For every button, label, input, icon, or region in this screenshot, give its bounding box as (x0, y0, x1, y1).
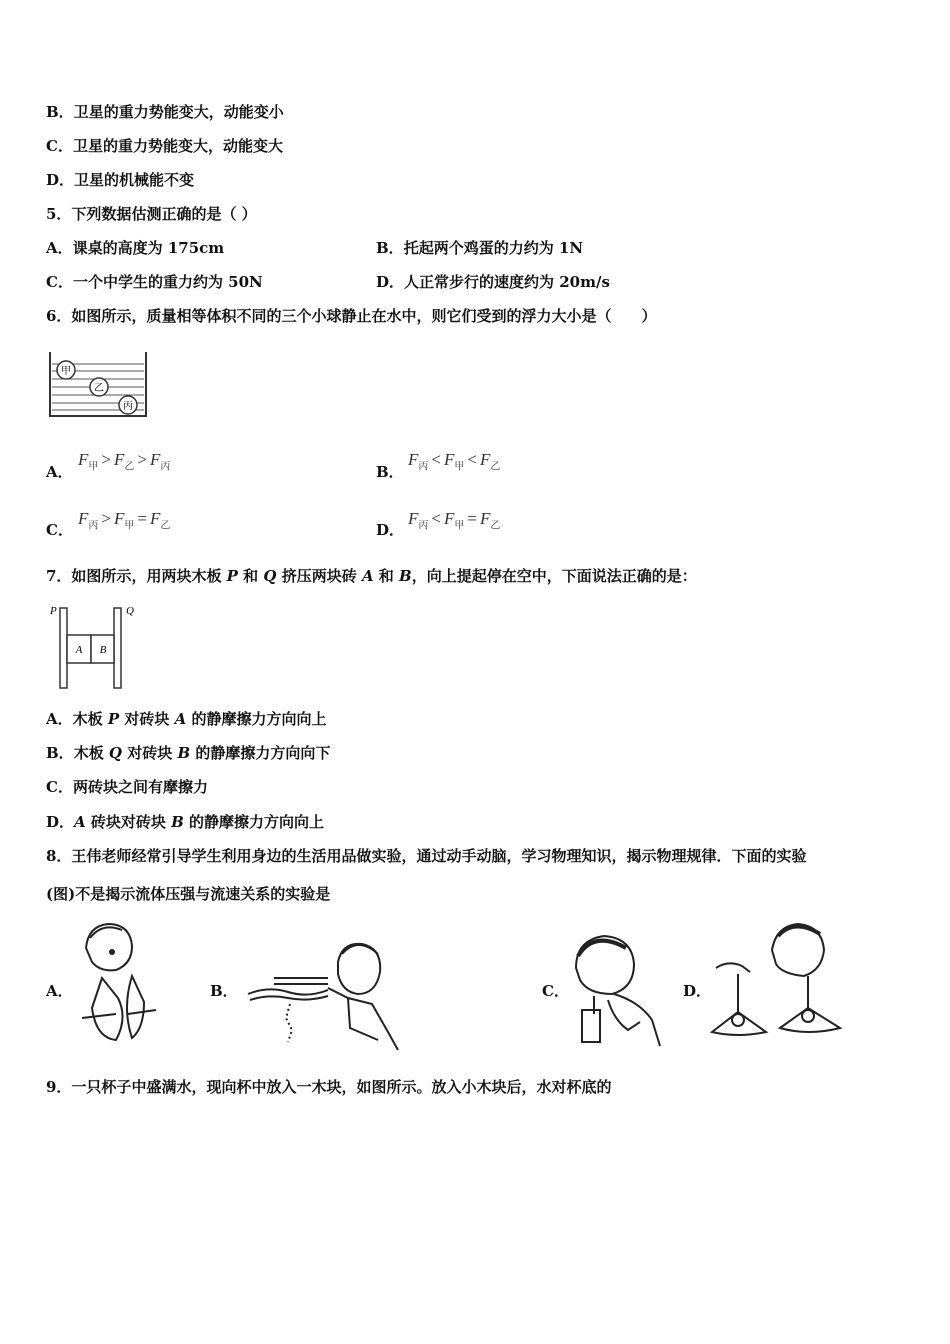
q9-stem: 9．一只杯子中盛满水，现向杯中放入一木块，如图所示。放入小木块后，水对杯底的 (46, 1078, 612, 1096)
option-text: 托起两个鸡蛋的力约为 1N (403, 239, 584, 257)
q6-option-a-label: A． (46, 463, 73, 481)
label-p: P (50, 605, 57, 617)
board-p (60, 608, 67, 688)
option-label: B． (46, 103, 74, 121)
q7-bricks-figure (46, 600, 146, 692)
board-q (114, 608, 121, 688)
q7-option-b: B．木板 Q 对砖块 B 的静摩擦力方向向下 (46, 744, 331, 762)
option-label: B． (376, 239, 404, 257)
label-b: B (99, 644, 107, 656)
q8-option-b-label: B． (210, 982, 238, 1000)
label-a: A (75, 644, 83, 656)
q8-option-d-label: D． (683, 982, 712, 1000)
q7-stem: 7．如图所示，用两块木板 P 和 Q 挤压两块砖 A 和 B，向上提起停在空中，下面说法正确的是： (46, 567, 697, 585)
option-label: C． (46, 273, 73, 291)
q6-option-b-formula: $F_丙 < F_甲 < F_乙$ (408, 450, 501, 473)
option-text: 卫星的重力势能变大，动能变大 (72, 137, 283, 155)
q7-option-a: A．木板 P 对砖块 A 的静摩擦力方向向上 (46, 710, 327, 728)
label-q: Q (126, 605, 134, 617)
q6-option-c-label: C． (46, 521, 73, 539)
option-label: D． (46, 171, 75, 189)
q8-stem-line1: 8．王伟老师经常引导学生利用身边的生活用品做实验，通过动手动脑，学习物理知识，揭示物理规律．下面的实验 (46, 847, 807, 865)
q6-option-d-formula: $F_丙 < F_甲 = F_乙$ (408, 509, 501, 532)
q8-figure-b (238, 932, 403, 1052)
q6-stem: 6．如图所示，质量相等体积不同的三个小球静止在水中，则它们受到的浮力大小是（ ） (46, 307, 657, 325)
q6-option-a-formula: $F_甲 > F_乙 > F_丙$ (78, 450, 171, 473)
q5-option-c (46, 272, 263, 292)
q5-option-d (376, 272, 610, 292)
q8-figure-c (568, 930, 668, 1048)
q8-option-a-label: A． (46, 982, 73, 1000)
ball-jia-label: 甲 (61, 366, 71, 377)
option-text: 卫星的机械能不变 (74, 171, 195, 189)
option-text: 一个中学生的重力约为 50N (72, 273, 263, 291)
q6-option-d-label: D． (376, 521, 405, 539)
q7-option-d: D．A 砖块对砖块 B 的静摩擦力方向向上 (46, 813, 325, 831)
q4-option-d (46, 170, 194, 190)
ball-yi-label: 乙 (94, 383, 104, 394)
ball-bing-label: 丙 (123, 401, 133, 412)
q5-option-b (376, 238, 583, 258)
option-label: C． (46, 137, 73, 155)
q6-option-b-label: B． (376, 463, 404, 481)
q7-option-c: C．两砖块之间有摩擦力 (46, 778, 208, 796)
q8-stem-line2: (图)不是揭示流体压强与流速关系的实验是 (46, 885, 331, 903)
q5-stem: 5．下列数据估测正确的是（ ） (46, 205, 257, 223)
q8-figure-a (72, 918, 162, 1048)
q4-option-c (46, 136, 283, 156)
q4-option-b (46, 102, 284, 122)
q8-option-c-label: C． (542, 982, 569, 1000)
q5-option-a (46, 238, 224, 258)
option-text: 课桌的高度为 175cm (72, 239, 225, 257)
option-label: D． (376, 273, 405, 291)
q6-beaker-figure (46, 348, 156, 422)
q6-option-c-formula: $F_丙 > F_甲 = F_乙$ (78, 509, 171, 532)
option-text: 人正常步行的速度约为 20m/s (404, 273, 610, 291)
option-text: 卫星的重力势能变大，动能变小 (73, 103, 284, 121)
q8-figure-d (708, 920, 850, 1048)
option-label: A． (46, 239, 73, 257)
